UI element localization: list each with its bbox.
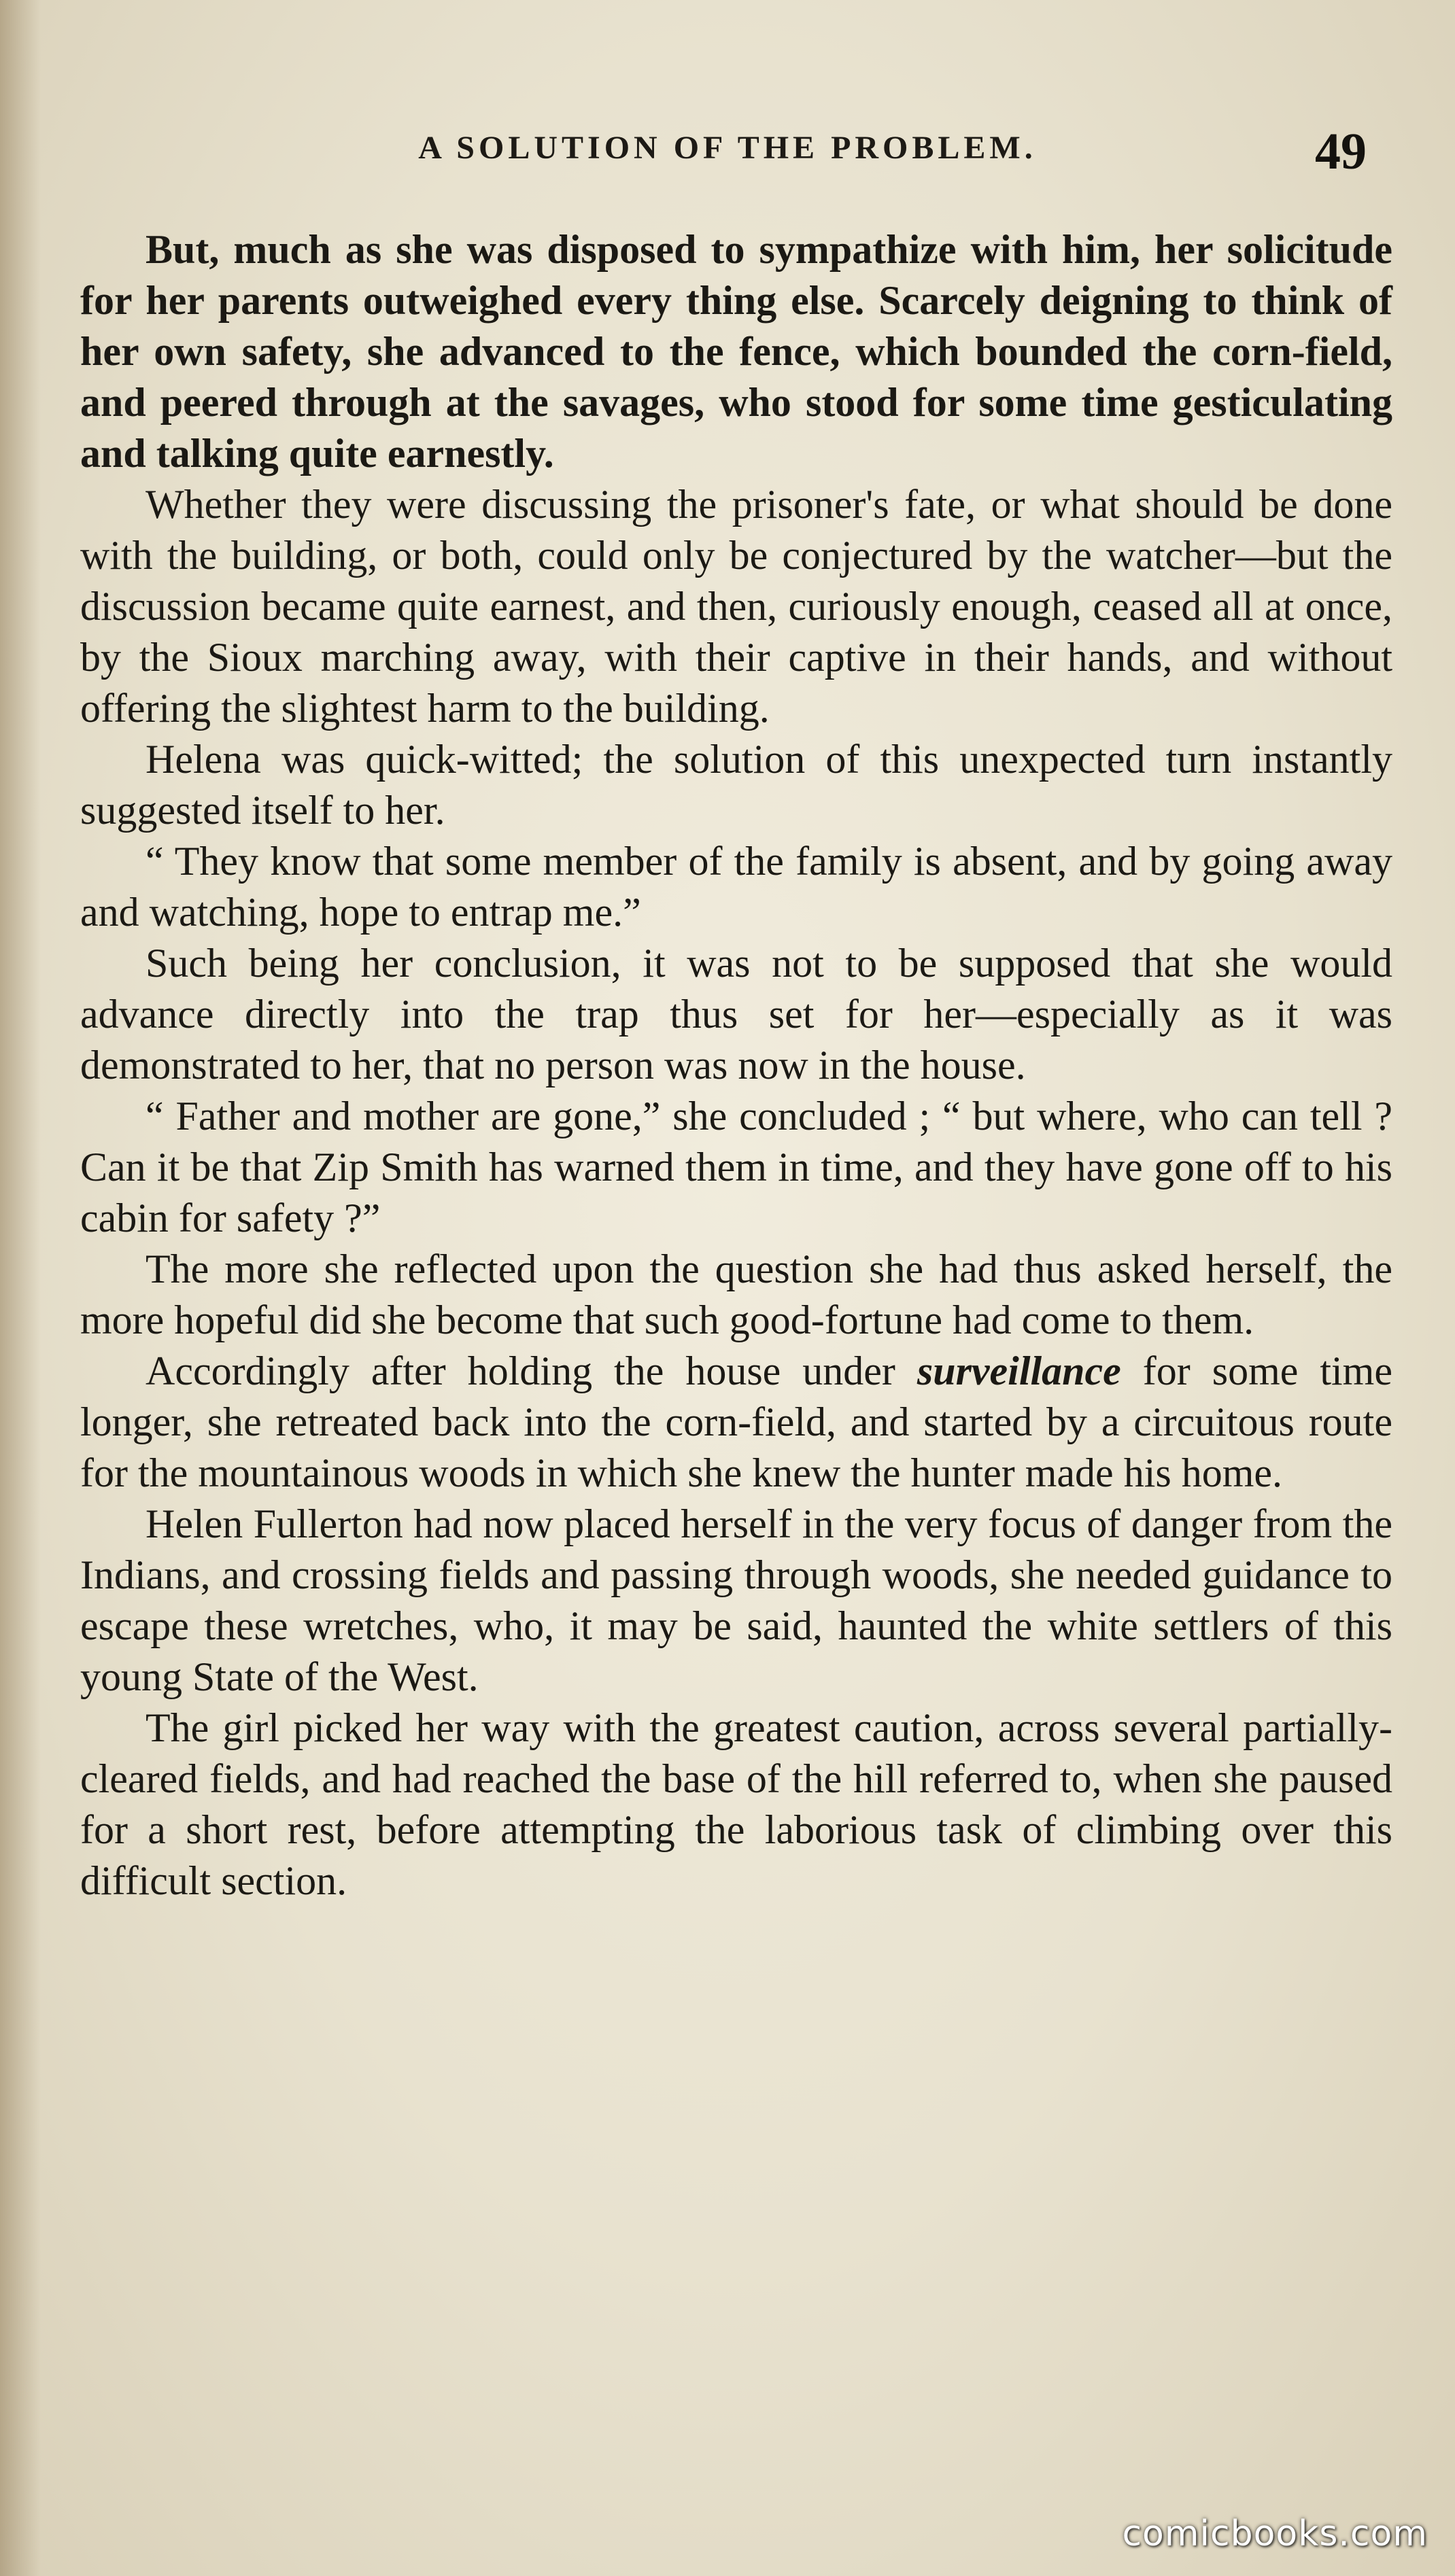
paragraph-text: Accordingly after holding the house under xyxy=(146,1348,917,1393)
paragraph-text: for some time longer, she retreated back into the corn-field, and started by a circuitous route for the mountainous woods in which she knew the hunter made his home. xyxy=(80,1348,1392,1495)
watermark: comicbooks.com xyxy=(1122,2513,1428,2554)
paragraph xyxy=(80,1346,1392,1499)
page-header xyxy=(82,122,1373,180)
paragraph: The girl picked her way with the greatest caution, across several partially-cleared fields, and had reached the base of the hill referred to, when she paused for a short rest, before attempting the laborious task of climbing over this difficult section. xyxy=(80,1705,1392,1903)
paragraph: “ They know that some member of the family is absent, and by going away and watching, hope to entrap me.” xyxy=(80,839,1392,935)
paragraph: Helen Fullerton had now placed herself in the very focus of danger from the Indians, and crossing fields and passing through woods, she needed guidance to escape these wretches, who, it may be said, haunted the white settlers of this young State of the West. xyxy=(80,1501,1392,1699)
paragraph: Such being her conclusion, it was not to be supposed that she would advance directly into the trap thus set for her—especially as it was demonstrated to her, that no person was now in the house. xyxy=(80,941,1392,1087)
paragraph: The more she reflected upon the question she had thus asked herself, the more hopeful did she become that such good-fortune had come to them. xyxy=(80,1247,1392,1342)
paragraph: Helena was quick-witted; the solution of this unexpected turn instantly suggested itself to her. xyxy=(80,737,1392,833)
body-text xyxy=(80,224,1392,1907)
paragraph: “ Father and mother are gone,” she concluded ; “ but where, who can tell ? Can it be that Zip Smith has warned them in time, and they have gone off to his cabin for safety ?” xyxy=(80,1094,1392,1240)
paragraph: Whether they were discussing the prisoner's fate, or what should be done with the building, or both, could only be conjectured by the watcher—but the discussion became quite earnest, and then, curiously enough, ceased all at once, by the Sioux marching away, with their captive in their hands, and without offering the slightest harm to the building. xyxy=(80,482,1392,731)
spine-shadow xyxy=(0,0,41,2576)
paragraph: But, much as she was disposed to sympathize with him, her solicitude for her parents outweighed every thing else. Scarcely deigning to think of her own safety, she advanced to the fence, which bounded the corn-field, and peered through at the savages, who stood for some time gesticulating and talking quite earnestly. xyxy=(80,227,1392,476)
emphasized-word: surveillance xyxy=(917,1348,1121,1393)
page-number: 49 xyxy=(1315,123,1367,180)
running-head: A SOLUTION OF THE PROBLEM. xyxy=(418,130,1037,166)
